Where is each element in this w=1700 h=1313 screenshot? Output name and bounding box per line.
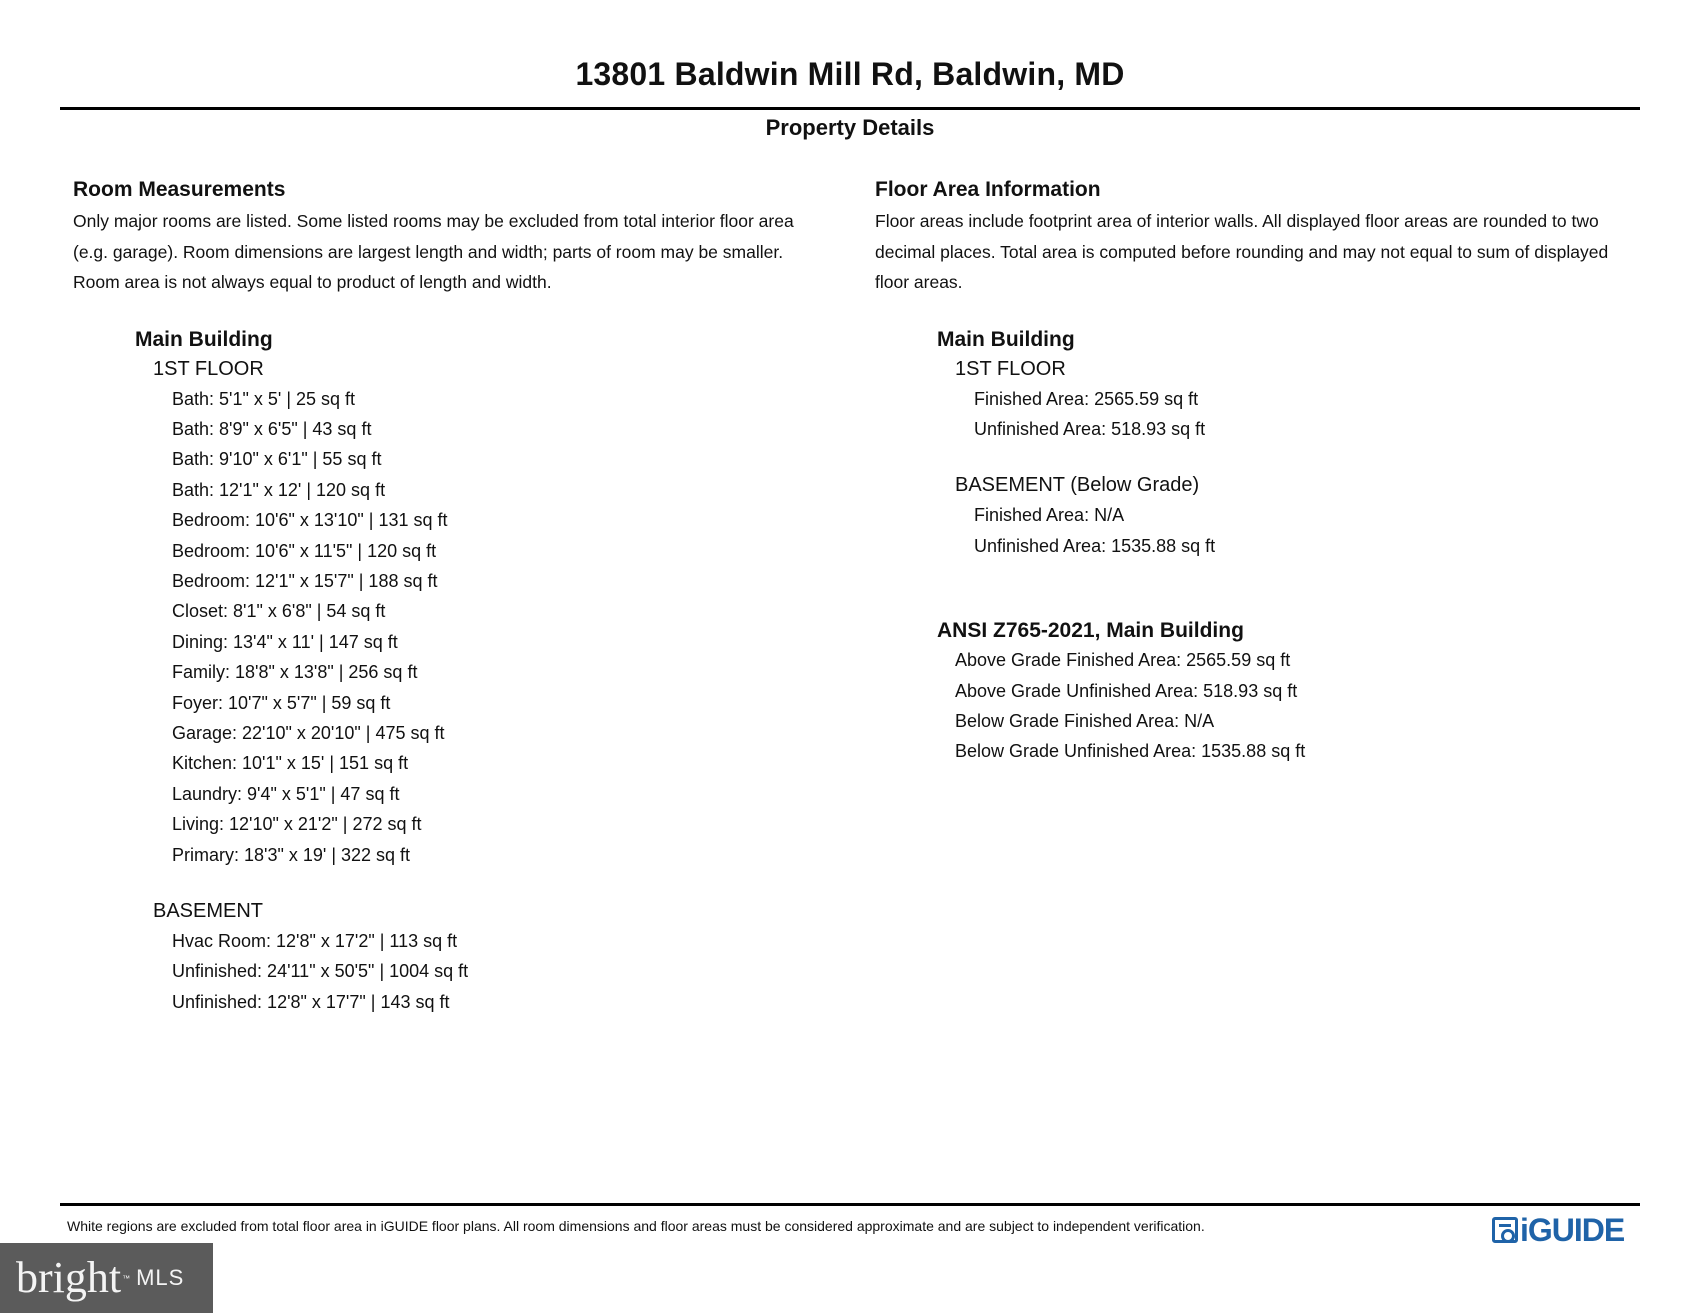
room-entry: Bedroom: 10'6" x 13'10" | 131 sq ft [172, 510, 448, 531]
description-line: (e.g. garage). Room dimensions are largest length and width; parts of room may be smaller. [73, 241, 784, 262]
room-entry: Laundry: 9'4" x 5'1" | 47 sq ft [172, 783, 400, 804]
ansi-entry: Above Grade Finished Area: 2565.59 sq ft [955, 650, 1291, 671]
iguide-logo-icon [1492, 1217, 1518, 1243]
room-entry: Bedroom: 10'6" x 11'5" | 120 sq ft [172, 540, 437, 561]
room-entry: Garage: 22'10" x 20'10" | 475 sq ft [172, 722, 445, 743]
room-entry: Bath: 8'9" x 6'5" | 43 sq ft [172, 418, 372, 439]
building-heading: Main Building [135, 327, 273, 351]
description-line: Room area is not always equal to product of length and width. [73, 272, 552, 292]
floor-heading-1st-floor: 1ST FLOOR [955, 357, 1066, 380]
room-entry: Unfinished: 24'11" x 50'5" | 1004 sq ft [172, 961, 469, 982]
room-entry: Bath: 5'1" x 5' | 25 sq ft [172, 388, 356, 409]
description-line: floor areas. [875, 272, 963, 292]
page-subtitle: Property Details [765, 115, 935, 140]
floor-heading-basement: BASEMENT [153, 900, 264, 922]
main-building-areas [875, 326, 1655, 767]
iguide-logo [1492, 1214, 1624, 1246]
description-line: Only major rooms are listed. Some listed rooms may be excluded from total interior floor area [73, 211, 794, 231]
floor-area-heading: Floor Area Information [875, 178, 1101, 201]
ansi-entry: Above Grade Unfinished Area: 518.93 sq ft [955, 680, 1298, 701]
description-line: Floor areas include footprint area of interior walls. All displayed floor areas are rounded to two [875, 211, 1599, 231]
floor-heading-1st-floor: 1ST FLOOR [153, 357, 264, 380]
room-entry: Unfinished: 12'8" x 17'7" | 143 sq ft [172, 991, 450, 1012]
main-building-rooms [73, 326, 843, 1018]
room-entry: Foyer: 10'7" x 5'7" | 59 sq ft [172, 692, 391, 713]
building-heading: Main Building [937, 327, 1075, 351]
area-entry: Finished Area: 2565.59 sq ft [974, 388, 1199, 409]
title-divider [60, 107, 1640, 110]
footer-note: White regions are excluded from total floor area in iGUIDE floor plans. All room dimensions and floor areas must be considered approximate and are subject to independent verification. [67, 1218, 1205, 1234]
bright-logo-word: bright [16, 1253, 122, 1302]
ansi-heading: ANSI Z765-2021, Main Building [937, 619, 1244, 643]
description-line: decimal places. Total area is computed before rounding and may not equal to sum of displayed [875, 241, 1609, 262]
area-entry: Finished Area: N/A [974, 505, 1125, 526]
room-entry: Hvac Room: 12'8" x 17'2" | 113 sq ft [172, 931, 458, 951]
bright-logo-mls: MLS [136, 1265, 185, 1290]
floor-area-description [875, 206, 1655, 298]
iguide-logo-text: iGUIDE [1520, 1212, 1625, 1248]
floor-heading-basement: BASEMENT (Below Grade) [955, 474, 1200, 497]
bright-logo-trademark: ™ [122, 1273, 131, 1283]
room-entry: Dining: 13'4" x 11' | 147 sq ft [172, 631, 398, 652]
room-entry: Bath: 9'10" x 6'1" | 55 sq ft [172, 449, 382, 470]
room-entry: Primary: 18'3" x 19' | 322 sq ft [172, 844, 411, 865]
room-entry: Bath: 12'1" x 12' | 120 sq ft [172, 479, 386, 500]
room-entry: Living: 12'10" x 21'2" | 272 sq ft [172, 814, 422, 835]
room-measurements-description [73, 206, 843, 298]
room-entry: Family: 18'8" x 13'8" | 256 sq ft [172, 662, 418, 683]
footer-divider [60, 1203, 1640, 1206]
room-measurements-section [73, 174, 843, 1017]
area-entry: Unfinished Area: 1535.88 sq ft [974, 535, 1216, 556]
area-entry: Unfinished Area: 518.93 sq ft [974, 418, 1206, 439]
bright-mls-watermark [0, 1243, 213, 1313]
page-title: 13801 Baldwin Mill Rd, Baldwin, MD [575, 56, 1125, 92]
ansi-entry: Below Grade Unfinished Area: 1535.88 sq ft [955, 741, 1306, 762]
room-entry: Kitchen: 10'1" x 15' | 151 sq ft [172, 753, 409, 774]
room-measurements-heading: Room Measurements [73, 178, 286, 201]
room-entry: Closet: 8'1" x 6'8" | 54 sq ft [172, 601, 386, 622]
floor-area-section [875, 174, 1655, 767]
ansi-entry: Below Grade Finished Area: N/A [955, 710, 1215, 731]
room-entry: Bedroom: 12'1" x 15'7" | 188 sq ft [172, 570, 438, 591]
